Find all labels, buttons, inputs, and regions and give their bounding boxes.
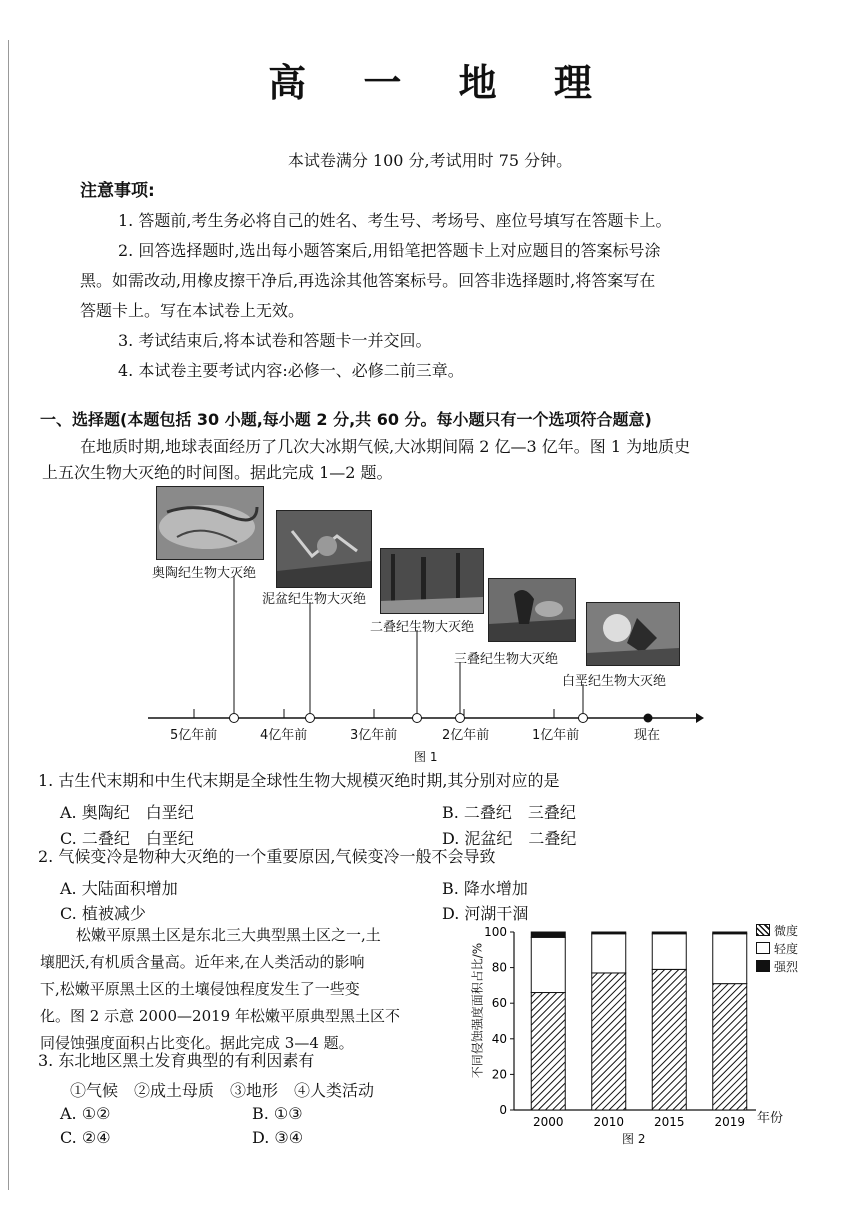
chart2-xtick-label: 2015 xyxy=(653,1115,685,1129)
event-label-triassic: 三叠纪生物大灭绝 xyxy=(454,652,559,667)
chart2-bar-2010-1 xyxy=(592,934,626,973)
event-marker-devonian xyxy=(306,714,315,723)
now-marker xyxy=(644,714,653,723)
chart2-ytick-label: 40 xyxy=(491,1031,507,1046)
chart2-xtick-label: 2019 xyxy=(714,1115,746,1129)
figure-1 xyxy=(0,480,860,780)
passage-line-4: 化。图 2 示意 2000—2019 年松嫩平原典型黑土区不 xyxy=(40,1007,400,1025)
q1-option-b: B. 二叠纪 三叠纪 xyxy=(442,803,576,822)
chart2-ylabel-wrap xyxy=(466,912,490,1122)
q3-stem: 3. 东北地区黑土发育典型的有利因素有 xyxy=(38,1051,315,1070)
chart2-ytick-label: 20 xyxy=(491,1067,507,1082)
q3-option-b: B. ①③ xyxy=(252,1104,303,1123)
notice-2-cont2: 答题卡上。写在本试卷上无效。 xyxy=(80,301,305,320)
notice-2: 2. 回答选择题时,选出每小题答案后,用铅笔把答题卡上对应题目的答案标号涂 xyxy=(118,241,661,260)
tick-3: 3亿年前 xyxy=(350,728,398,743)
legend-label-light: 轻度 xyxy=(774,942,799,956)
chart2-ytick-label: 100 xyxy=(484,925,507,939)
event-marker-triassic xyxy=(456,714,465,723)
legend-swatch-light xyxy=(756,942,770,954)
q1-option-a: A. 奥陶纪 白垩纪 xyxy=(60,803,194,822)
passage-2 xyxy=(40,922,470,1057)
q1-option-c: C. 二叠纪 白垩纪 xyxy=(60,829,194,848)
exam-info: 本试卷满分 100 分,考试用时 75 分钟。 xyxy=(287,151,573,170)
tick-4: 4亿年前 xyxy=(260,728,308,743)
passage-line-1: 松嫩平原黑土区是东北三大典型黑土区之一,土 xyxy=(76,926,381,944)
chart2-xtick-label: 2010 xyxy=(593,1115,625,1129)
notice-1: 1. 答题前,考生务必将自己的姓名、考生号、考场号、座位号填写在答题卡上。 xyxy=(118,211,672,230)
chart2-ytick-label: 60 xyxy=(491,996,507,1011)
event-label-permian: 二叠纪生物大灭绝 xyxy=(370,620,475,635)
q2-option-a: A. 大陆面积增加 xyxy=(60,879,178,898)
chart2-bar-2015-2 xyxy=(652,932,686,934)
chart2-bar-2000-2 xyxy=(531,932,565,937)
figure-1-caption: 图 1 xyxy=(414,750,438,764)
chart2-bar-2019-0 xyxy=(713,984,747,1110)
chart2-bar-2019-1 xyxy=(713,934,747,984)
event-marker-ordovician xyxy=(230,714,239,723)
intro-line-2: 上五次生物大灭绝的时间图。据此完成 1—2 题。 xyxy=(42,463,393,482)
legend-swatch-slight xyxy=(756,924,770,936)
chart2-bar-2015-0 xyxy=(652,969,686,1110)
event-label-devonian: 泥盆纪生物大灭绝 xyxy=(262,592,367,607)
intro-line-1: 在地质时期,地球表面经历了几次大冰期气候,大冰期间隔 2 亿—3 亿年。图 1 为地质史 xyxy=(80,437,691,456)
event-label-ordovician: 奥陶纪生物大灭绝 xyxy=(152,566,257,581)
q2-option-b: B. 降水增加 xyxy=(442,879,528,898)
q3-factors: ①气候 ②成土母质 ③地形 ④人类活动 xyxy=(70,1081,375,1100)
legend-label-slight: 微度 xyxy=(774,924,799,938)
chart2-ytick-label: 0 xyxy=(499,1103,507,1117)
notice-2-cont: 黑。如需改动,用橡皮擦干净后,再选涂其他答案标号。回答非选择题时,将答案写在 xyxy=(80,271,656,290)
q3-option-a: A. ①② xyxy=(60,1104,111,1123)
q2-option-d: D. 河湖干涸 xyxy=(442,904,529,923)
chart2-bar-2010-0 xyxy=(592,973,626,1110)
chart2-bar-2015-1 xyxy=(652,934,686,970)
chart2-bar-2019-2 xyxy=(713,932,747,934)
q2-option-c: C. 植被减少 xyxy=(60,904,146,923)
legend-label-strong: 强烈 xyxy=(774,960,799,974)
chart2-bar-2000-1 xyxy=(531,937,565,992)
q3-option-c: C. ②④ xyxy=(60,1128,111,1147)
chart2-ytick-label: 80 xyxy=(491,960,507,975)
passage-line-5: 同侵蚀强度面积占比变化。据此完成 3—4 题。 xyxy=(40,1034,354,1052)
chart2-bar-2010-2 xyxy=(592,932,626,934)
tick-5: 5亿年前 xyxy=(170,728,218,743)
q3-option-d: D. ③④ xyxy=(252,1128,304,1147)
tick-1: 1亿年前 xyxy=(532,728,580,743)
figure-2-caption: 图 2 xyxy=(622,1132,646,1146)
page-title: 高 一 地 理 xyxy=(268,61,614,105)
event-label-cretaceous: 白垩纪生物大灭绝 xyxy=(562,674,667,689)
chart2-xlabel: 年份 xyxy=(757,1111,784,1126)
chart2-bar-2000-0 xyxy=(531,993,565,1110)
q1-option-d: D. 泥盆纪 二叠纪 xyxy=(442,829,577,848)
notice-heading: 注意事项: xyxy=(80,181,155,201)
tick-now: 现在 xyxy=(634,728,661,743)
notice-4: 4. 本试卷主要考试内容:必修一、必修二前三章。 xyxy=(118,361,464,380)
passage-line-3: 下,松嫩平原黑土区的土壤侵蚀程度发生了一些变 xyxy=(40,980,360,998)
chart2-xtick-label: 2000 xyxy=(532,1115,564,1129)
legend-swatch-strong xyxy=(756,960,770,972)
chart2-ylabel: 不同侵蚀强度面积占比/% xyxy=(470,942,485,1079)
event-marker-cretaceous xyxy=(579,714,588,723)
passage-line-2: 壤肥沃,有机质含量高。近年来,在人类活动的影响 xyxy=(40,953,365,971)
notice-3: 3. 考试结束后,将本试卷和答题卡一并交回。 xyxy=(118,331,432,350)
timeline-axis xyxy=(0,480,860,780)
event-marker-permian xyxy=(413,714,422,723)
q1-stem: 1. 古生代末期和中生代末期是全球性生物大规模灭绝时期,其分别对应的是 xyxy=(38,771,560,790)
q2-stem: 2. 气候变冷是物种大灭绝的一个重要原因,气候变冷一般不会导致 xyxy=(38,847,496,866)
tick-2: 2亿年前 xyxy=(442,728,490,743)
section-heading: 一、选择题(本题包括 30 小题,每小题 2 分,共 60 分。每小题只有一个选项符合题意) xyxy=(40,410,652,429)
